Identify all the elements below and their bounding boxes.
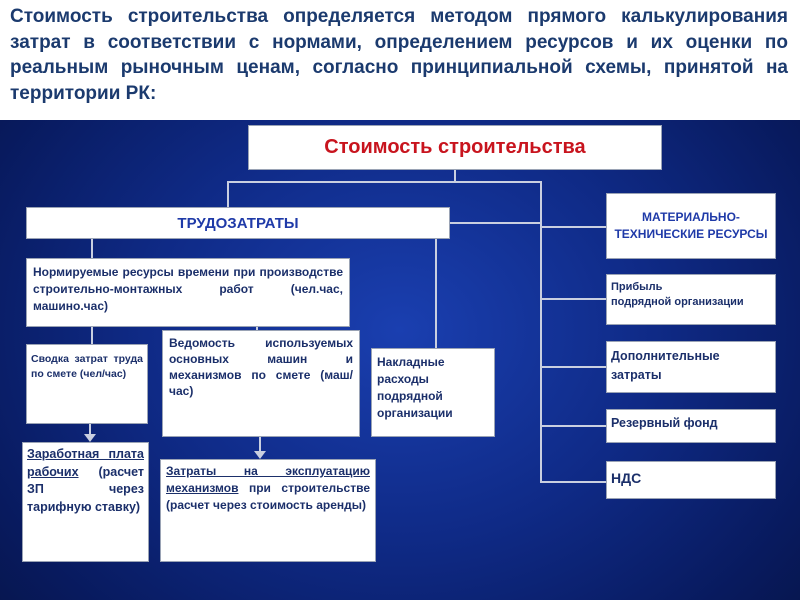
normative-resources-node: Нормируемые ресурсы времени при производстве строительно-монтажных работ (чел.час, машино.час) xyxy=(26,258,350,327)
vat-node: НДС xyxy=(606,461,776,499)
connector xyxy=(259,437,261,452)
labor-costs-node: ТРУДОЗАТРАТЫ xyxy=(26,207,450,239)
wages-node xyxy=(22,442,149,562)
profit-sublabel: подрядной организации xyxy=(611,296,744,308)
reserve-fund-node: Резервный фонд xyxy=(606,409,776,443)
wages-note: (расчет ЗП через тарифную ставку) xyxy=(27,464,144,514)
material-resources-node: МАТЕРИАЛЬНО-ТЕХНИЧЕСКИЕ РЕСУРСЫ xyxy=(606,193,776,259)
arrow-head-down xyxy=(254,451,266,459)
machinery-operation-node xyxy=(160,459,376,562)
overhead-node: Накладные расходы подрядной организации xyxy=(371,348,495,437)
wages-title: Заработная плата рабочих xyxy=(27,447,144,479)
machines-list-node: Ведомость используемых основных машин и механизмов по смете (маш/час) xyxy=(162,330,360,437)
profit-node xyxy=(606,274,776,325)
slide-title: Стоимость строительства определяется методом прямого калькулирования затрат в соответствии с нормами, определением ресурсов и их оценки по реальным рыночным ценам, согласно принципиальной схемы, принятой на территории РК: xyxy=(10,6,788,104)
machinery-operation-note: при строительстве (расчет через стоимость аренды) xyxy=(166,481,370,512)
machinery-operation-title: Затраты на эксплуатацию механизмов xyxy=(166,464,370,495)
root-node-construction-cost: Стоимость строительства xyxy=(248,125,662,170)
additional-costs-node: Дополнительные затраты xyxy=(606,341,776,393)
arrow-head-down xyxy=(84,434,96,442)
profit-label: Прибыль xyxy=(611,281,663,293)
labor-summary-node: Сводка затрат труда по смете (чел/час) xyxy=(26,344,148,424)
